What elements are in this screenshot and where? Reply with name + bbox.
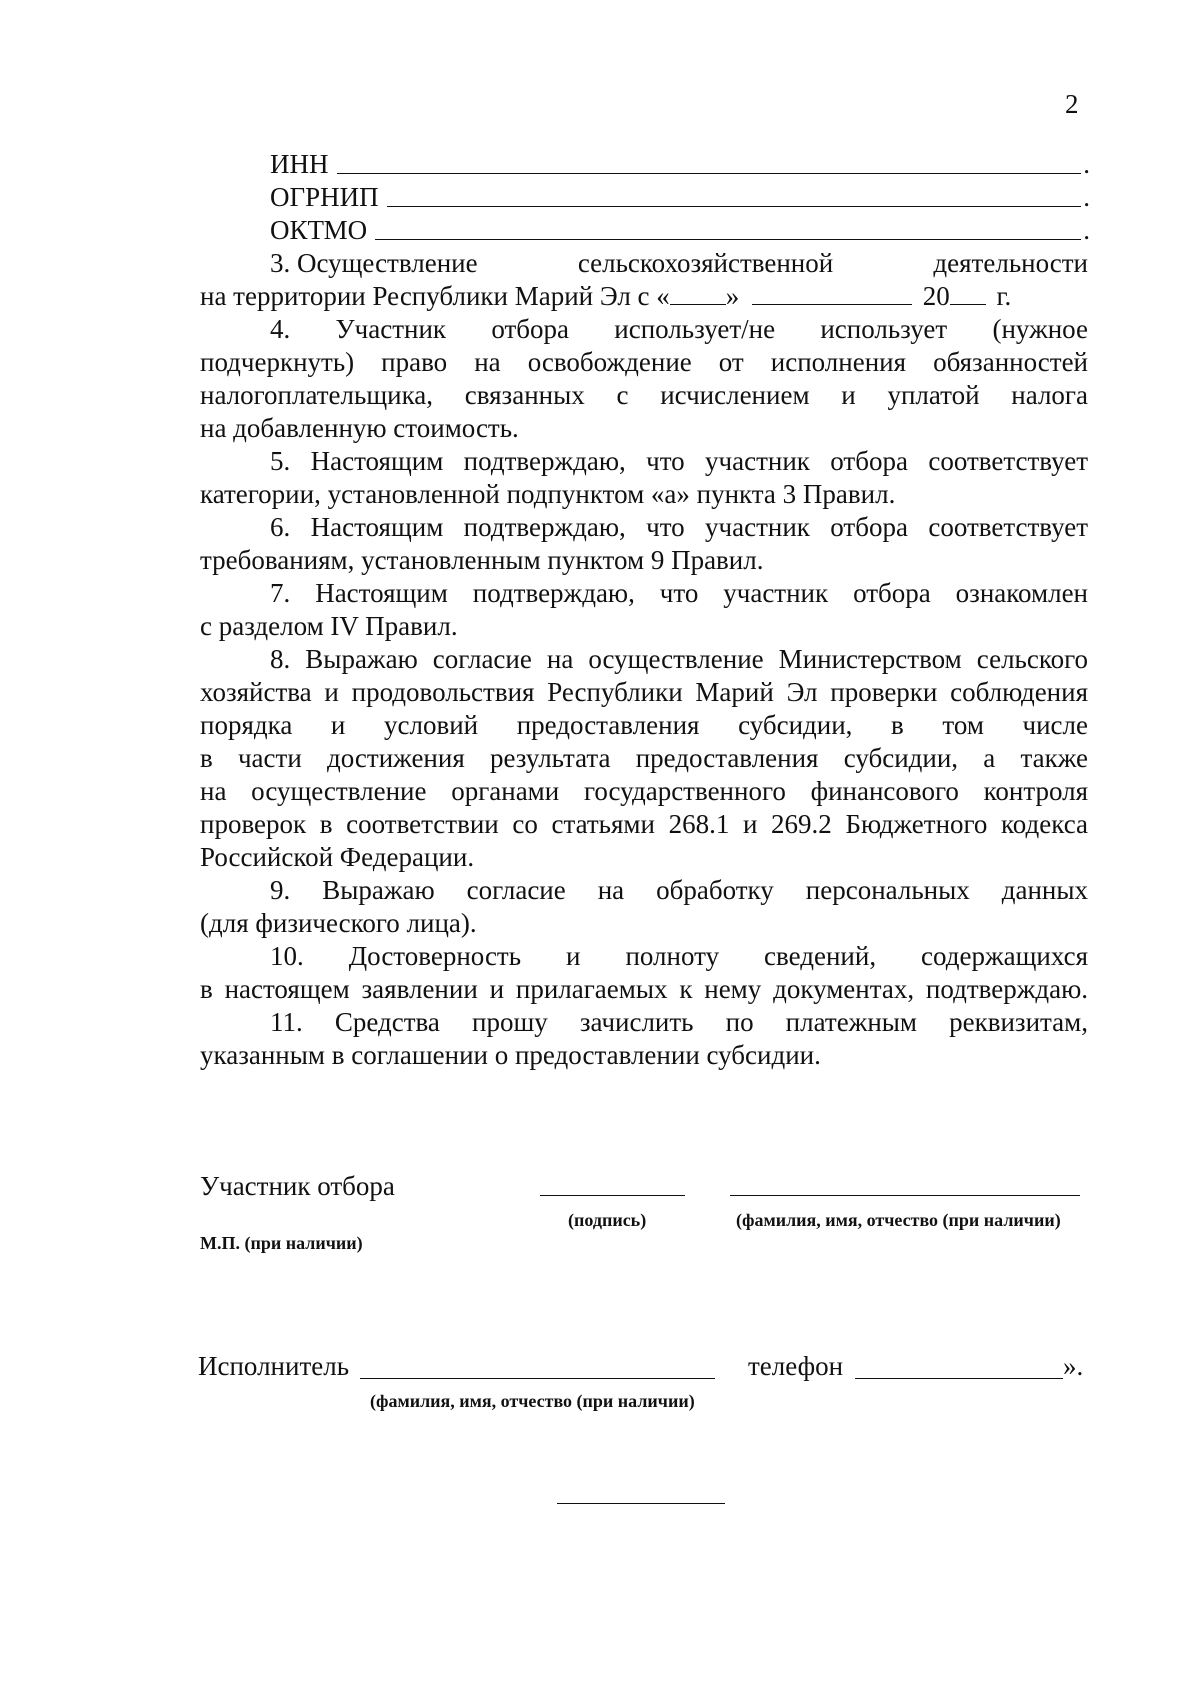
ogrnip-label: ОГРНИП xyxy=(270,182,379,212)
inn-field xyxy=(270,148,1090,181)
item-10-line-2: в настоящем заявлении и прилагаемых к нему документах, подтверждаю. xyxy=(200,974,1088,1004)
item-7-line-2: с разделом IV Правил. xyxy=(200,611,458,641)
item-3-date-prefix: на территории Республики Марий Эл с « xyxy=(200,281,670,311)
item-7-line-1: 7. Настоящим подтверждаю, что участник отбора ознакомлен xyxy=(270,578,1088,608)
closing-quote: ». xyxy=(1063,1351,1084,1381)
item-6-line-1: 6. Настоящим подтверждаю, что участник отбора соответствует xyxy=(270,512,1088,542)
item-3-text-a: 3. Осуществление xyxy=(270,248,478,278)
stamp-label: М.П. (при наличии) xyxy=(200,1233,363,1253)
participant-label: Участник отбора xyxy=(200,1171,395,1201)
phone-label: телефон xyxy=(748,1351,844,1381)
participant-name-blank-line[interactable] xyxy=(730,1195,1080,1196)
item-11-line-2: указанным в соглашении о предоставлении субсидии. xyxy=(200,1040,821,1070)
item-8-line-4: в части достижения результата предоставления субсидии, а также xyxy=(200,743,1088,773)
item-9-line-1: 9. Выражаю согласие на обработку персональных данных xyxy=(270,875,1088,905)
signature-blank-line[interactable] xyxy=(540,1195,685,1196)
item-6-line-2: требованиям, установленным пунктом 9 Правил. xyxy=(200,545,764,575)
oktmo-label: ОКТМО xyxy=(270,215,368,245)
ogrnip-field xyxy=(270,181,1090,214)
end-rule xyxy=(557,1503,725,1504)
item-8-line-1: 8. Выражаю согласие на осуществление Министерством сельского xyxy=(270,644,1088,674)
item-3-date-quote: » xyxy=(725,281,740,311)
item-4-line-2: подчеркнуть) право на освобождение от исполнения обязанностей xyxy=(200,347,1088,377)
day-blank-line[interactable] xyxy=(670,303,726,305)
item-3-year-suffix: г. xyxy=(996,281,1012,311)
item-5-line-2: категории, установленной подпунктом «а» пункта 3 Правил. xyxy=(200,479,896,509)
item-8-line-2: хозяйства и продовольствия Республики Марий Эл проверки соблюдения xyxy=(200,677,1088,707)
item-10-line-1: 10. Достоверность и полноту сведений, содержащихся xyxy=(270,941,1088,971)
ogrnip-end-mark: . xyxy=(1083,182,1090,212)
executor-name-caption: (фамилия, имя, отчество (при наличии) xyxy=(370,1391,695,1411)
phone-blank-line[interactable] xyxy=(855,1378,1063,1379)
signature-caption: (подпись) xyxy=(568,1210,647,1230)
item-8-line-3: порядка и условий предоставления субсидии, в том числе xyxy=(200,710,1088,740)
page-number: 2 xyxy=(1065,89,1079,119)
executor-label: Исполнитель xyxy=(198,1351,350,1381)
ogrnip-blank-line[interactable] xyxy=(387,206,1082,207)
item-3-text-b: сельскохозяйственной xyxy=(577,248,834,278)
item-5-line-1: 5. Настоящим подтверждаю, что участник отбора соответствует xyxy=(270,446,1088,476)
item-3-line-2 xyxy=(200,280,1088,313)
oktmo-field xyxy=(270,214,1090,247)
year-blank-line[interactable] xyxy=(950,303,986,305)
inn-end-mark: . xyxy=(1083,149,1090,179)
item-4-line-3: налогоплательщика, связанных с исчислением и уплатой налога xyxy=(200,380,1088,410)
item-11-line-1: 11. Средства прошу зачислить по платежным реквизитам, xyxy=(270,1007,1088,1037)
participant-name-caption: (фамилия, имя, отчество (при наличии) xyxy=(736,1210,1061,1230)
oktmo-end-mark: . xyxy=(1083,215,1090,245)
item-4-line-4: на добавленную стоимость. xyxy=(200,413,519,443)
item-3-line-1 xyxy=(270,247,1088,280)
item-4-line-1: 4. Участник отбора использует/не использует (нужное xyxy=(270,314,1088,344)
item-8-line-5: на осуществление органами государственного финансового контроля xyxy=(200,776,1088,806)
month-blank-line[interactable] xyxy=(752,303,912,305)
executor-name-blank-line[interactable] xyxy=(360,1378,715,1379)
oktmo-blank-line[interactable] xyxy=(375,239,1081,240)
item-3-year-prefix: 20 xyxy=(922,281,950,311)
inn-label: ИНН xyxy=(270,149,329,179)
item-9-line-2: (для физического лица). xyxy=(200,908,477,938)
item-3-text-c: деятельности xyxy=(933,248,1088,278)
inn-blank-line[interactable] xyxy=(337,173,1082,174)
item-8-line-7: Российской Федерации. xyxy=(200,842,475,872)
item-8-line-6: проверок в соответствии со статьями 268.1 и 269.2 Бюджетного кодекса xyxy=(200,809,1088,839)
